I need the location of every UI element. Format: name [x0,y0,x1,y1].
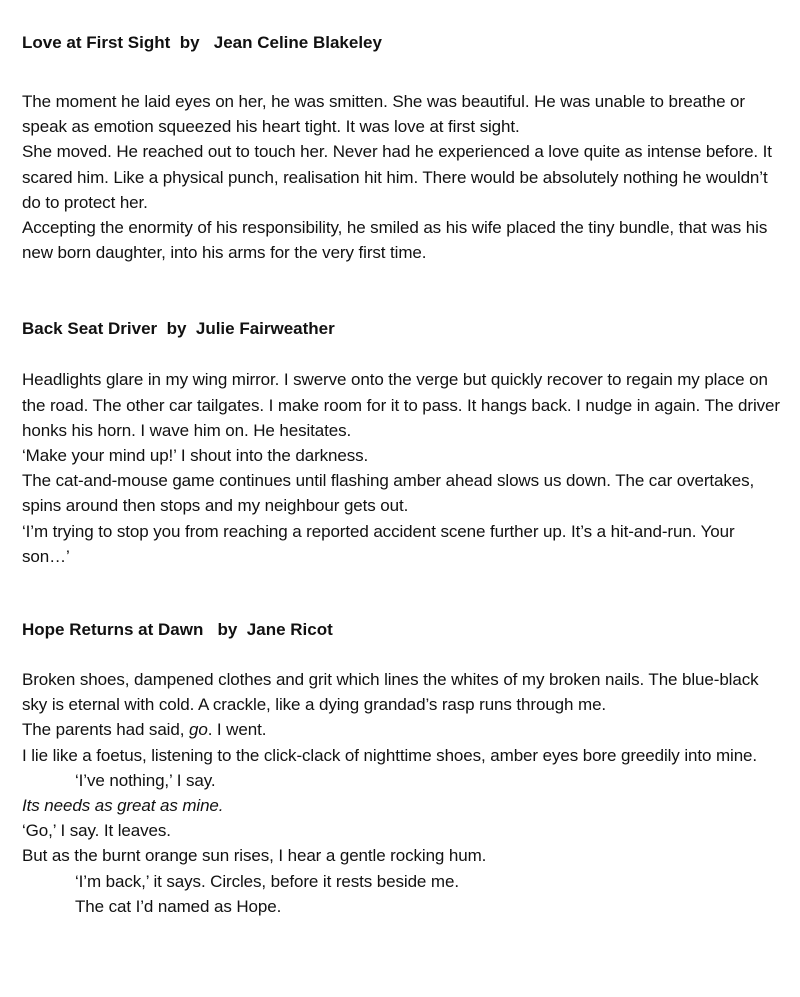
story-paragraph: But as the burnt orange sun rises, I hear a gentle rocking hum. [22,846,487,866]
story-paragraph-italic: Its needs as great as mine. [22,796,224,816]
story-paragraph: ‘Make your mind up!’ I shout into the darkness. [22,446,369,466]
story-paragraph: ‘I’m trying to stop you from reaching a reported accident scene further up. It’s a hit-and-run. Your son…’ [22,521,735,566]
story-back-seat-driver [22,316,782,569]
story-paragraph: I lie like a foetus, listening to the click-clack of nighttime shoes, amber eyes bore greedily into mine. [22,745,758,765]
story-paragraph: She moved. He reached out to touch her. Never had he experienced a love quite as intense before. It scared him. Like a physical punch, realisation hit him. There would be absolutely nothing he wouldn’t do to protect her. [22,142,772,212]
story-body [22,367,782,569]
story-paragraph-mixed [22,717,782,742]
story-paragraph-indented: ‘I’ve nothing,’ I say. [75,770,216,790]
story-paragraph: Broken shoes, dampened clothes and grit which lines the whites of my broken nails. The blue-black sky is eternal with cold. A crackle, like a dying grandad’s rasp runs through me. [22,670,759,715]
story-paragraph: ‘Go,’ I say. It leaves. [22,821,171,841]
document-page [22,30,782,919]
story-paragraph: Headlights glare in my wing mirror. I swerve onto the verge but quickly recover to regain my place on the road. The other car tailgates. I make room for it to pass. It hangs back. I nudge in again. The driver honks his horn. I wave him on. He hesitates. [22,370,780,440]
story-love-at-first-sight [22,30,782,265]
story-body [22,667,782,919]
story-paragraph: The moment he laid eyes on her, he was smitten. She was beautiful. He was unable to breathe or speak as emotion squeezed his heart tight. It was love at first sight. [22,92,745,137]
story-title: Back Seat Driver by Julie Fairweather [22,319,335,339]
text-run: The parents had said, [22,720,189,740]
italic-text-run: go [188,720,208,740]
text-run: . I went. [207,720,267,740]
story-body [22,89,782,265]
story-paragraph: Accepting the enormity of his responsibility, he smiled as his wife placed the tiny bundle, that was his new born daughter, into his arms for the very first time. [22,218,768,263]
story-paragraph-indented: ‘I’m back,’ it says. Circles, before it rests beside me. [75,871,459,891]
story-paragraph: The cat-and-mouse game continues until flashing amber ahead slows us down. The car overtakes, spins around then stops and my neighbour gets out. [22,471,755,516]
story-title: Love at First Sight by Jean Celine Blakeley [22,33,382,52]
story-hope-returns-at-dawn [22,617,782,919]
story-title: Hope Returns at Dawn by Jane Ricot [22,620,333,640]
story-paragraph-indented: The cat I’d named as Hope. [75,896,282,916]
